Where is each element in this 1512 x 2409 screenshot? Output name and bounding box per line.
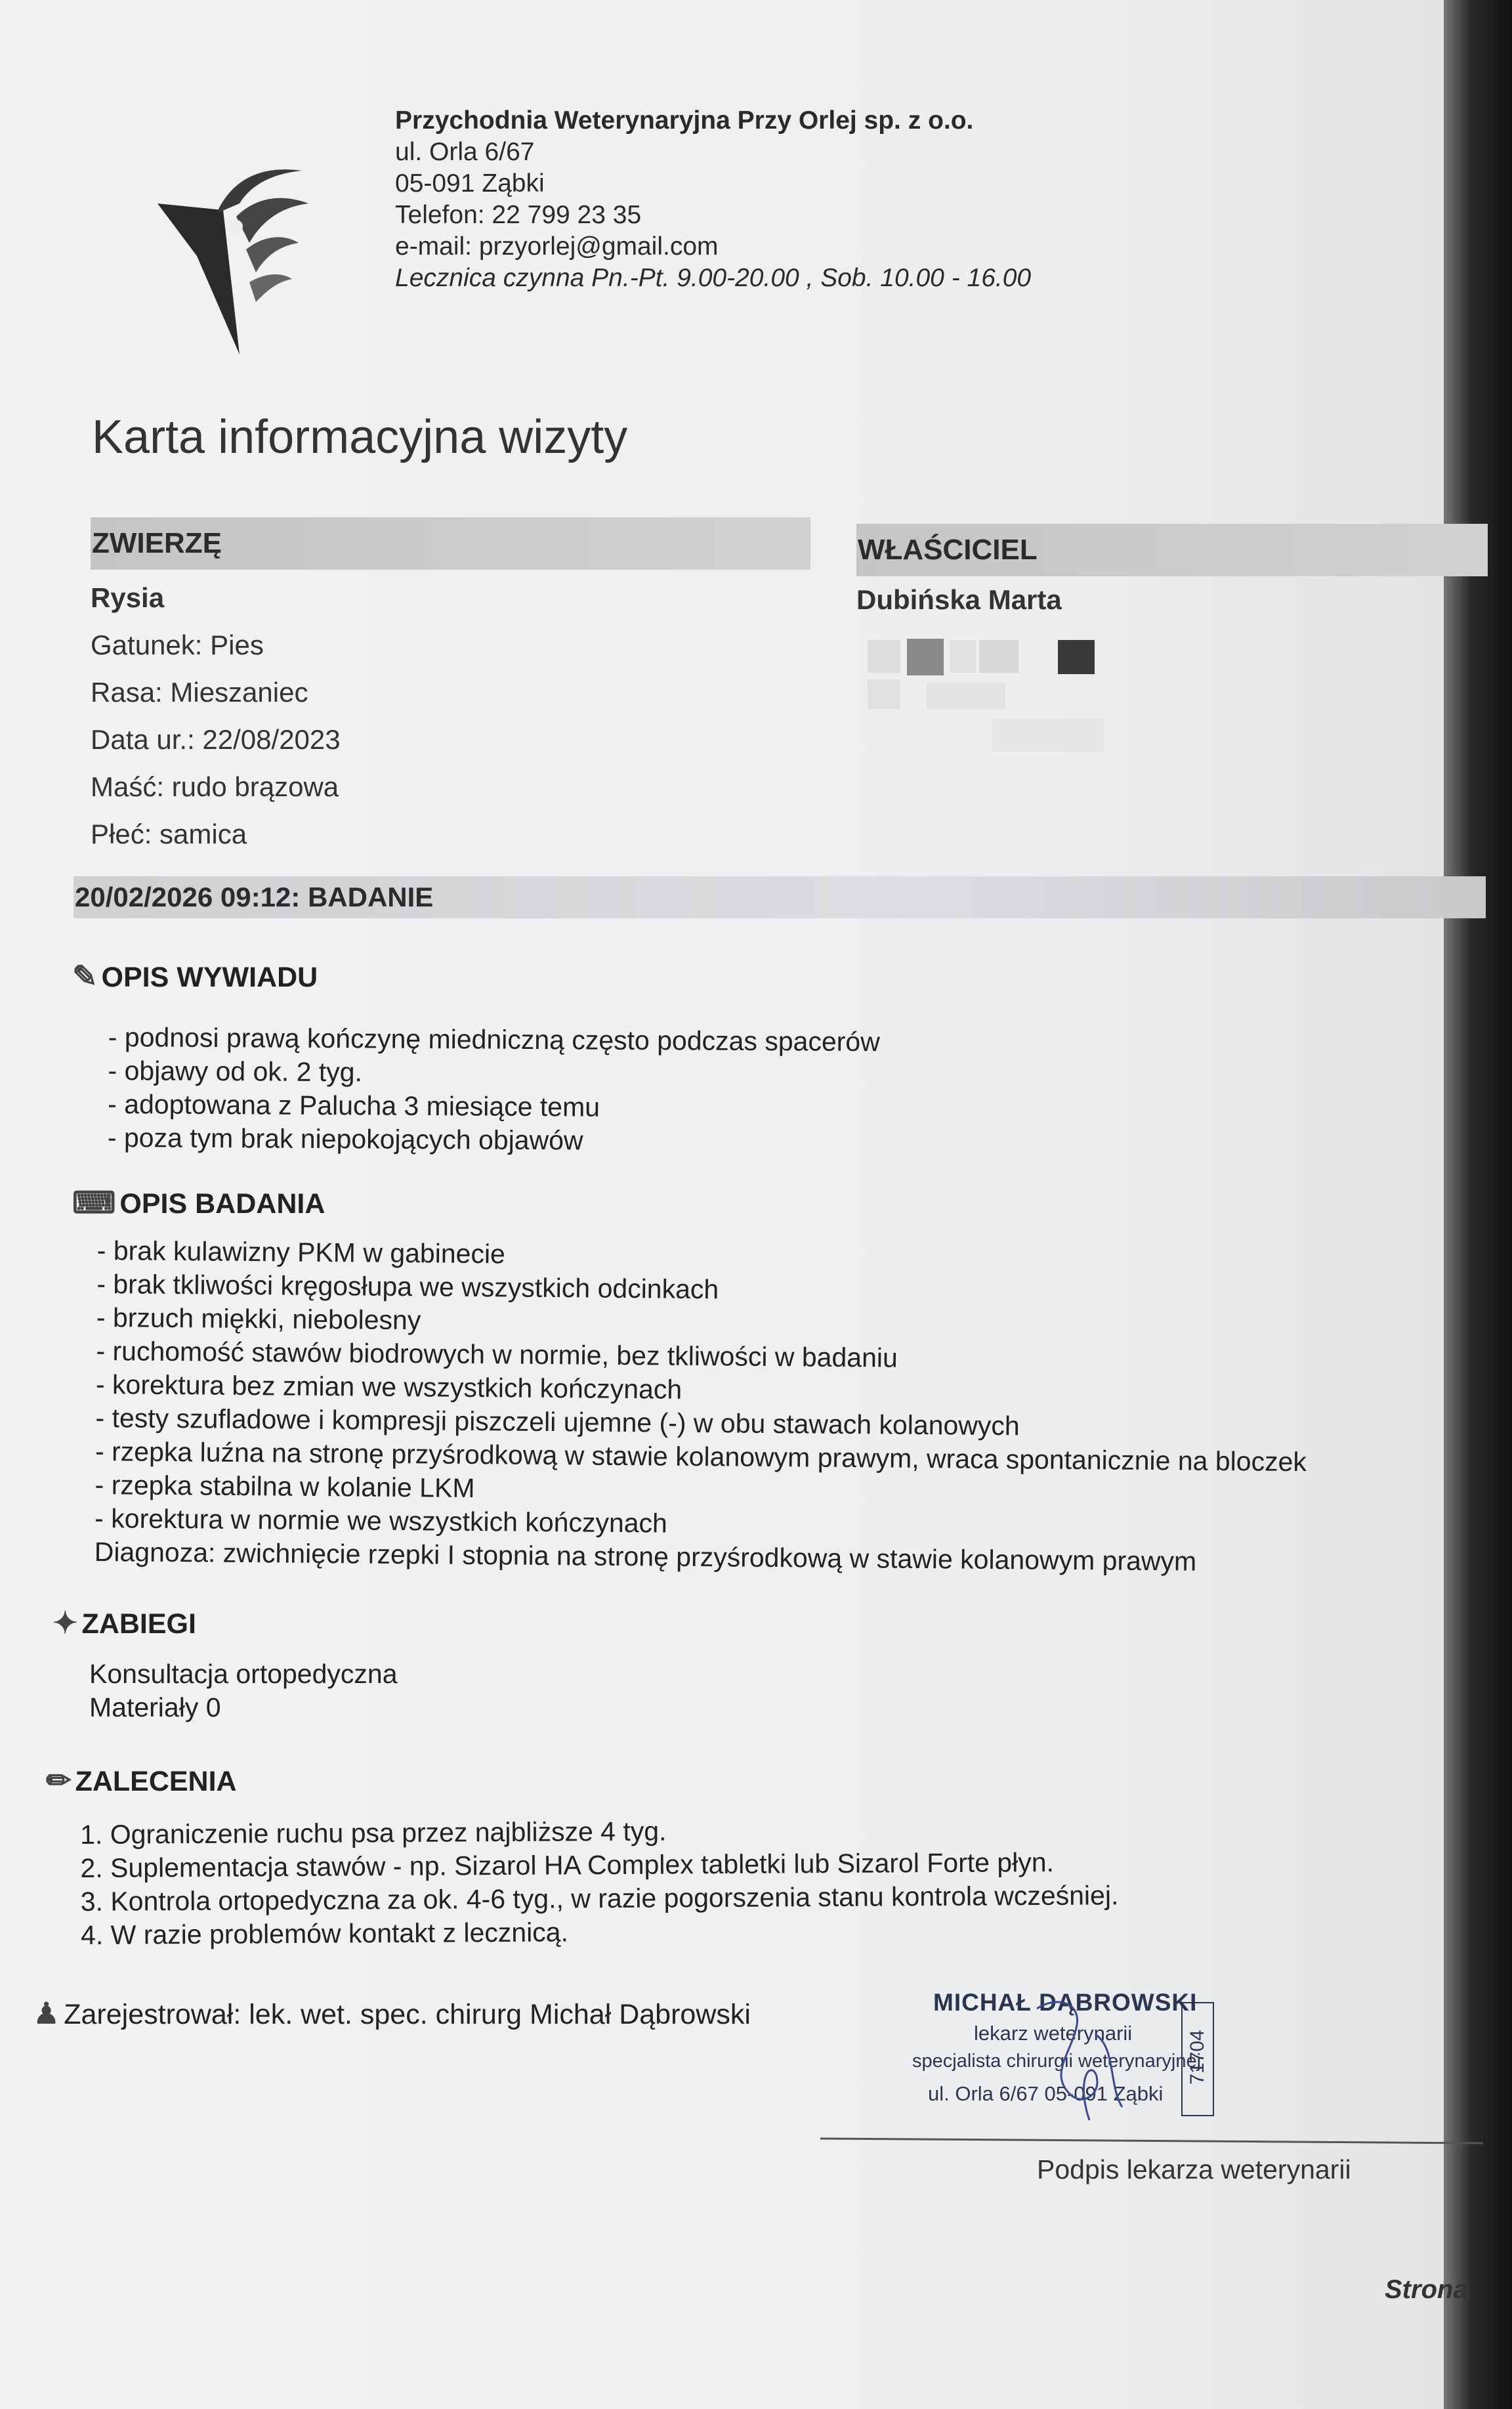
list-item: - brzuch miękki, niebolesny	[96, 1302, 421, 1336]
registered-by	[33, 1995, 751, 2031]
list-item: 1. Ograniczenie ruchu psa przez najbliższe 4 tyg.	[80, 1816, 667, 1850]
list-item: - brak kulawizny PKM w gabinecie	[96, 1235, 506, 1269]
interview-list	[108, 1021, 880, 1159]
list-item: - poza tym brak niepokojących objawów	[107, 1122, 583, 1156]
list-item: Materiały 0	[89, 1692, 221, 1722]
owner-section-header: WŁAŚCICIEL	[856, 524, 1488, 576]
procedures-title: ZABIEGI	[81, 1608, 196, 1640]
examination-title: OPIS BADANIA	[119, 1188, 326, 1220]
list-item: - brak tkliwości kręgosłupa we wszystkich odcinkach	[96, 1268, 719, 1305]
page-label: Strona	[1385, 2275, 1468, 2304]
examination-list	[94, 1234, 1309, 1579]
recommendations-section-title	[46, 1762, 237, 1798]
list-item: - rzepka luźna na stronę przyśrodkową w stawie kolanowym prawym, wraca spontanicznie na bloczek	[94, 1436, 1307, 1478]
notepad-icon: ✎	[72, 959, 98, 993]
interview-title: OPIS WYWIADU	[101, 962, 318, 993]
procedures-list	[89, 1657, 398, 1724]
signature-label: Podpis lekarza weterynarii	[1037, 2154, 1351, 2185]
scissors-icon: ✦	[52, 1606, 78, 1640]
clinic-email: e-mail: przyorlej@gmail.com	[395, 232, 719, 261]
clinic-city: 05-091 Ząbki	[395, 169, 545, 198]
list-item: - korektura bez zmian we wszystkich kończynach	[95, 1369, 682, 1405]
document-title: Karta informacyjna wizyty	[92, 411, 628, 463]
procedures-section-title	[52, 1605, 196, 1640]
clinic-header	[395, 105, 1031, 294]
animal-birth-date: Data ur.: 22/08/2023	[91, 724, 341, 755]
visit-header: 20/02/2026 09:12: BADANIE	[74, 876, 1486, 918]
animal-section-header: ZWIERZĘ	[91, 517, 810, 570]
clinic-name: Przychodnia Weterynaryjna Przy Orlej sp. z o.o.	[395, 106, 974, 135]
clinic-logo-icon	[158, 158, 315, 354]
animal-color: Maść: rudo brązowa	[91, 771, 339, 802]
examination-section-title	[72, 1185, 325, 1220]
thermometer-icon: ⌨	[72, 1185, 116, 1220]
list-item: - podnosi prawą kończynę miedniczną często podczas spacerów	[108, 1022, 880, 1057]
doctor-stamp	[906, 1989, 1247, 2133]
stamp-number: 71704	[1186, 2030, 1208, 2085]
pencil-icon: ✏	[46, 1763, 72, 1797]
redacted-owner-details	[868, 633, 1150, 771]
stamp-title: lekarz weterynarii	[974, 2022, 1133, 2045]
registered-by-text: Zarejestrował: lek. wet. spec. chirurg Michał Dąbrowski	[64, 1999, 751, 2030]
stamp-name: MICHAŁ DĄBROWSKI	[933, 1989, 1198, 2016]
list-item: 4. W razie problemów kontakt z lecznicą.	[80, 1917, 569, 1950]
recommendations-title: ZALECENIA	[75, 1766, 237, 1797]
animal-species: Gatunek: Pies	[91, 629, 264, 660]
list-item: - objawy od ok. 2 tyg.	[108, 1055, 363, 1088]
list-item: 2. Suplementacja stawów - np. Sizarol HA Complex tabletki lub Sizarol Forte płyn.	[80, 1846, 1055, 1883]
stamp-address: ul. Orla 6/67 05-091 Ząbki	[928, 2082, 1164, 2105]
stamp-number-box	[1181, 2002, 1214, 2116]
list-item: Konsultacja ortopedyczna	[89, 1659, 398, 1689]
list-item: - adoptowana z Palucha 3 miesiące temu	[108, 1088, 600, 1122]
animal-breed: Rasa: Mieszaniec	[91, 677, 308, 708]
handwritten-signature	[1011, 1995, 1142, 2133]
list-item: - testy szufladowe i kompresji piszczeli ujemne (-) w obu stawach kolanowych	[95, 1402, 1020, 1441]
animal-sex: Płeć: samica	[91, 819, 247, 849]
stamp-specialty: specjalista chirurgii weterynaryjnej	[912, 2051, 1202, 2072]
recommendations-list	[80, 1812, 1119, 1952]
interview-section-title	[72, 958, 318, 994]
animal-info	[91, 574, 341, 858]
diagnosis: Diagnoza: zwichnięcie rzepki I stopnia na stronę przyśrodkową w stawie kolanowym prawym	[94, 1536, 1197, 1577]
list-item: - ruchomość stawów biodrowych w normie, bez tkliwości w badaniu	[96, 1335, 898, 1373]
clinic-hours: Lecznica czynna Pn.-Pt. 9.00-20.00 , Sob. 10.00 - 16.00	[395, 264, 1032, 292]
user-icon: ♟	[33, 1996, 60, 2030]
list-item: - korektura w normie we wszystkich kończynach	[94, 1503, 668, 1539]
clinic-phone: Telefon: 22 799 23 35	[395, 201, 642, 229]
clinic-street: ul. Orla 6/67	[395, 138, 535, 166]
paper-edge-shadow	[1444, 0, 1512, 2409]
owner-name: Dubińska Marta	[856, 584, 1062, 615]
list-item: 3. Kontrola ortopedyczna za ok. 4-6 tyg., w razie pogorszenia stanu kontrola wcześniej.	[80, 1880, 1119, 1917]
list-item: - rzepka stabilna w kolanie LKM	[94, 1469, 475, 1504]
animal-name: Rysia	[91, 582, 165, 613]
